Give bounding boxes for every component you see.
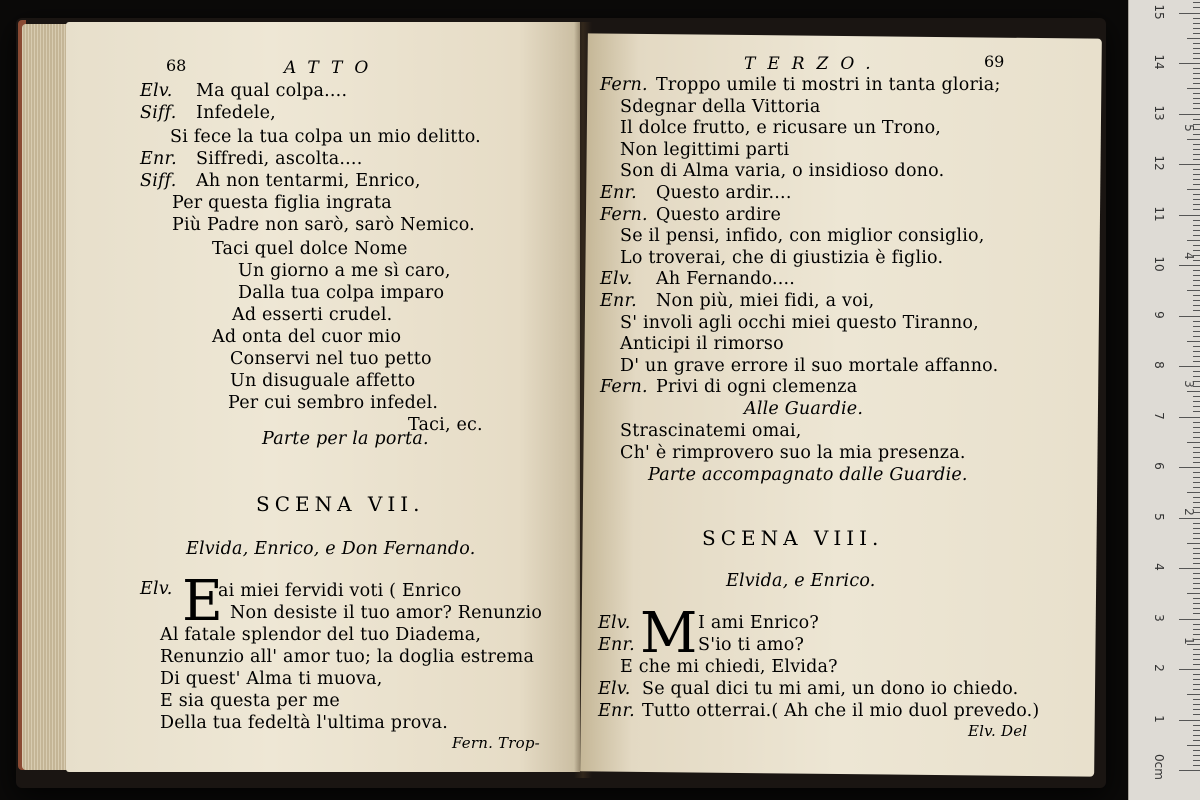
ruler-tick bbox=[1193, 275, 1200, 276]
dialogue-line: Un disuguale affetto bbox=[230, 371, 416, 391]
ruler-tick bbox=[1179, 417, 1200, 418]
right-aside: Alle Guardie. bbox=[744, 399, 864, 419]
ruler-tick bbox=[1193, 538, 1200, 539]
ruler-cm-label: 6 bbox=[1152, 462, 1166, 470]
ruler-tick bbox=[1193, 305, 1200, 306]
dialogue-line: Se qual dici tu mi ami, un dono io chiedo. bbox=[642, 679, 1019, 699]
right-running-head: TERZO. bbox=[744, 54, 883, 74]
right-scene-characters: Elvida, e Enrico. bbox=[726, 571, 876, 591]
ruler-tick bbox=[1193, 194, 1200, 195]
ruler-tick bbox=[1193, 674, 1200, 675]
ruler-tick bbox=[1193, 209, 1200, 210]
ruler-tick bbox=[1193, 68, 1200, 69]
ruler-tick bbox=[1193, 760, 1200, 761]
ruler-tick bbox=[1193, 326, 1200, 327]
dialogue-line: Infedele, bbox=[196, 103, 276, 123]
ruler-tick bbox=[1187, 543, 1200, 544]
ruler-tick bbox=[1187, 290, 1200, 291]
ruler-tick bbox=[1193, 346, 1200, 347]
dialogue-line: Renunzio all' amor tuo; la doglia estrema bbox=[160, 647, 535, 667]
ruler-tick bbox=[1193, 730, 1200, 731]
ruler-tick bbox=[1179, 770, 1200, 771]
ruler-tick bbox=[1193, 103, 1200, 104]
ruler-tick bbox=[1193, 98, 1200, 99]
ruler-tick bbox=[1179, 669, 1200, 670]
ruler-tick bbox=[1193, 735, 1200, 736]
left-scene-title: SCENA VII. bbox=[256, 492, 425, 516]
dialogue-line: Siffredi, ascolta.... bbox=[196, 149, 363, 169]
ruler-cm-label: 2 bbox=[1152, 664, 1166, 672]
dialogue-line: D' un grave errore il suo mortale affanno. bbox=[620, 355, 999, 376]
ruler-tick bbox=[1193, 361, 1200, 362]
ruler-tick bbox=[1193, 406, 1200, 407]
ruler-tick bbox=[1193, 553, 1200, 554]
ruler-tick bbox=[1193, 684, 1200, 685]
dialogue-line: E sia questa per me bbox=[160, 691, 340, 711]
ruler-tick bbox=[1193, 2, 1200, 3]
ruler-tick bbox=[1193, 750, 1200, 751]
ruler-tick bbox=[1193, 487, 1200, 488]
dialogue-line: Ch' è rimprovero suo la mia presenza. bbox=[620, 443, 966, 463]
ruler-cm-label: 11 bbox=[1152, 205, 1166, 222]
ruler-tick bbox=[1187, 442, 1200, 443]
ruler-tick bbox=[1187, 88, 1200, 89]
ruler-tick bbox=[1193, 533, 1200, 534]
dialogue-line: Ah Fernando.... bbox=[656, 269, 796, 290]
ruler-tick bbox=[1193, 573, 1200, 574]
ruler-tick bbox=[1193, 23, 1200, 24]
ruler-tick bbox=[1193, 58, 1200, 59]
ruler-tick bbox=[1193, 583, 1200, 584]
speaker-label: Siff. bbox=[140, 171, 177, 191]
dialogue-line: Ah non tentarmi, Enrico, bbox=[196, 171, 421, 191]
ruler-tick bbox=[1193, 578, 1200, 579]
dialogue-line: Per cui sembro infedel. bbox=[228, 393, 439, 413]
ruler-tick bbox=[1193, 401, 1200, 402]
ruler-tick bbox=[1193, 199, 1200, 200]
ruler-tick bbox=[1193, 765, 1200, 766]
ruler-tick bbox=[1193, 523, 1200, 524]
dialogue-line: Strascinatemi omai, bbox=[620, 421, 802, 441]
ruler-tick bbox=[1193, 689, 1200, 690]
ruler-tick bbox=[1193, 356, 1200, 357]
ruler-tick bbox=[1179, 164, 1200, 165]
ruler-tick bbox=[1193, 53, 1200, 54]
dialogue-line: E che mi chiedi, Elvida? bbox=[620, 657, 838, 677]
dialogue-line: Ad esserti crudel. bbox=[232, 305, 393, 325]
ruler-tick bbox=[1193, 740, 1200, 741]
ruler-inch-label: 1 bbox=[1182, 636, 1196, 645]
ruler-cm-label: 15 bbox=[1152, 3, 1166, 20]
ruler-tick bbox=[1193, 603, 1200, 604]
right-dropcap: M bbox=[640, 601, 698, 666]
ruler-tick bbox=[1193, 679, 1200, 680]
measuring-ruler bbox=[1128, 0, 1200, 800]
ruler-tick bbox=[1193, 472, 1200, 473]
dialogue-line: Conservi nel tuo petto bbox=[230, 349, 432, 369]
dialogue-line: Son di Alma varia, o insidioso dono. bbox=[620, 161, 945, 182]
ruler-tick bbox=[1193, 396, 1200, 397]
speaker-label: Elv. bbox=[598, 613, 631, 633]
ruler-tick bbox=[1193, 452, 1200, 453]
ruler-cm-label: 5 bbox=[1152, 512, 1166, 521]
ruler-tick bbox=[1193, 548, 1200, 549]
ruler-tick bbox=[1179, 720, 1200, 721]
dialogue-line: Anticipi il rimorso bbox=[620, 334, 784, 355]
ruler-cm-label: 12 bbox=[1152, 155, 1166, 171]
ruler-tick bbox=[1193, 295, 1200, 296]
ruler-tick bbox=[1193, 169, 1200, 170]
left-dropcap-speaker: Elv. bbox=[140, 579, 173, 599]
ruler-tick bbox=[1193, 33, 1200, 34]
ruler-tick bbox=[1179, 568, 1200, 569]
ruler-tick bbox=[1179, 366, 1200, 367]
speaker-label: Elv. bbox=[598, 679, 631, 699]
ruler-tick bbox=[1193, 321, 1200, 322]
ruler-tick bbox=[1187, 38, 1200, 39]
ruler-cm-label: 1 bbox=[1152, 714, 1166, 723]
ruler-tick bbox=[1193, 83, 1200, 84]
ruler-tick bbox=[1187, 240, 1200, 241]
dialogue-line: Un giorno a me sì caro, bbox=[238, 261, 451, 281]
left-dropcap: E bbox=[182, 569, 223, 634]
dialogue-line: Questo ardir.... bbox=[656, 183, 792, 203]
dialogue-line: Si fece la tua colpa un mio delitto. bbox=[170, 127, 481, 147]
ruler-tick bbox=[1187, 139, 1200, 140]
ruler-tick bbox=[1193, 411, 1200, 412]
left-scene-characters: Elvida, Enrico, e Don Fernando. bbox=[186, 539, 476, 559]
ruler-tick bbox=[1193, 7, 1200, 8]
ruler-inch-label: 3 bbox=[1182, 380, 1196, 388]
ruler-tick bbox=[1193, 78, 1200, 79]
ruler-tick bbox=[1193, 659, 1200, 660]
ruler-cm-label: 9 bbox=[1152, 310, 1166, 319]
ruler-tick bbox=[1193, 230, 1200, 231]
ruler-tick bbox=[1193, 93, 1200, 94]
speaker-label: Fern. bbox=[600, 204, 648, 225]
dialogue-line: Taci, ec. bbox=[408, 415, 483, 435]
ruler-tick bbox=[1193, 336, 1200, 337]
ruler-tick bbox=[1193, 725, 1200, 726]
ruler-tick bbox=[1193, 624, 1200, 625]
dialogue-line: Tutto otterrai.( Ah che il mio duol prevedo.) bbox=[642, 701, 1040, 721]
ruler-tick bbox=[1193, 28, 1200, 29]
dialogue-line: Sdegnar della Vittoria bbox=[620, 96, 821, 117]
dialogue-line: Della tua fedeltà l'ultima prova. bbox=[160, 713, 448, 733]
ruler-inch-label: 4 bbox=[1182, 252, 1196, 260]
ruler-tick bbox=[1193, 598, 1200, 599]
speaker-label: Elv. bbox=[600, 269, 633, 290]
ruler-tick bbox=[1193, 432, 1200, 433]
dialogue-line: I ami Enrico? bbox=[698, 613, 819, 633]
dialogue-line: Non legittimi parti bbox=[620, 139, 790, 160]
ruler-unit-label: 0cm bbox=[1152, 754, 1166, 780]
dialogue-line: Al fatale splendor del tuo Diadema, bbox=[160, 625, 482, 645]
ruler-tick bbox=[1193, 457, 1200, 458]
dialogue-line: Lo troverai, che di giustizia è figlio. bbox=[620, 247, 944, 268]
ruler-tick bbox=[1187, 189, 1200, 190]
left-page-number: 68 bbox=[166, 56, 187, 75]
ruler-tick bbox=[1179, 467, 1200, 468]
ruler-cm-label: 13 bbox=[1152, 104, 1166, 121]
ruler-tick bbox=[1193, 174, 1200, 175]
ruler-tick bbox=[1193, 48, 1200, 49]
dialogue-line: Più Padre non sarò, sarò Nemico. bbox=[172, 215, 475, 235]
ruler-tick bbox=[1187, 593, 1200, 594]
ruler-tick bbox=[1193, 149, 1200, 150]
ruler-tick bbox=[1179, 215, 1200, 216]
ruler-tick bbox=[1193, 18, 1200, 19]
ruler-tick bbox=[1179, 13, 1200, 14]
ruler-tick bbox=[1193, 73, 1200, 74]
ruler-tick bbox=[1193, 482, 1200, 483]
dialogue-line: Di quest' Alma ti muova, bbox=[160, 669, 383, 689]
dialogue-line: Privi di ogni clemenza bbox=[656, 377, 858, 398]
ruler-cm-label: 4 bbox=[1152, 563, 1166, 571]
ruler-tick bbox=[1193, 528, 1200, 529]
ruler-tick bbox=[1193, 437, 1200, 438]
ruler-cm-label: 10 bbox=[1152, 256, 1166, 272]
ruler-cm-label: 8 bbox=[1152, 361, 1166, 369]
ruler-tick bbox=[1193, 755, 1200, 756]
dialogue-line: Non più, miei fidi, a voi, bbox=[656, 291, 875, 311]
dialogue-line: S' involi agli occhi miei questo Tiranno, bbox=[620, 312, 979, 333]
ruler-tick bbox=[1187, 341, 1200, 342]
ruler-tick bbox=[1193, 654, 1200, 655]
ruler-tick bbox=[1193, 184, 1200, 185]
ruler-tick bbox=[1193, 331, 1200, 332]
dialogue-line: Dalla tua colpa imparo bbox=[238, 283, 445, 303]
ruler-tick bbox=[1179, 114, 1200, 115]
ruler-tick bbox=[1193, 558, 1200, 559]
speaker-label: Fern. bbox=[600, 75, 648, 95]
ruler-tick bbox=[1193, 699, 1200, 700]
speaker-label: Elv. bbox=[140, 81, 173, 101]
ruler-tick bbox=[1193, 462, 1200, 463]
ruler-tick bbox=[1193, 613, 1200, 614]
speaker-label: Enr. bbox=[140, 149, 177, 169]
right-stage-direction: Parte accompagnato dalle Guardie. bbox=[648, 465, 968, 485]
ruler-tick bbox=[1193, 144, 1200, 145]
ruler-tick bbox=[1193, 447, 1200, 448]
dialogue-line: Non desiste il tuo amor? Renunzio bbox=[230, 603, 543, 623]
right-scene-title: SCENA VIII. bbox=[702, 526, 884, 550]
ruler-tick bbox=[1193, 285, 1200, 286]
ruler-tick bbox=[1193, 108, 1200, 109]
speaker-label: Enr. bbox=[598, 635, 635, 655]
ruler-cm-label: 3 bbox=[1152, 613, 1166, 622]
left-catchword: Fern. Trop- bbox=[452, 734, 540, 752]
ruler-tick bbox=[1193, 280, 1200, 281]
ruler-tick bbox=[1193, 43, 1200, 44]
dialogue-line: Ma qual colpa.... bbox=[196, 81, 348, 101]
dialogue-line: Se il pensi, infido, con miglior consiglio, bbox=[620, 226, 985, 247]
speaker-label: Siff. bbox=[140, 103, 177, 123]
speaker-label: Enr. bbox=[600, 183, 637, 203]
ruler-tick bbox=[1193, 608, 1200, 609]
dialogue-line: Ad onta del cuor mio bbox=[212, 327, 402, 347]
dialogue-line: Il dolce frutto, e ricusare un Trono, bbox=[620, 118, 942, 139]
ruler-tick bbox=[1193, 563, 1200, 564]
ruler-tick bbox=[1193, 497, 1200, 498]
speaker-label: Enr. bbox=[598, 701, 635, 721]
dialogue-line: ai miei fervidi voti ( Enrico bbox=[218, 581, 462, 601]
ruler-tick bbox=[1193, 704, 1200, 705]
ruler-tick bbox=[1193, 310, 1200, 311]
ruler-tick bbox=[1193, 225, 1200, 226]
speaker-label: Fern. bbox=[600, 377, 648, 398]
left-stage-direction: Parte per la porta. bbox=[262, 429, 429, 449]
ruler-inch-label: 2 bbox=[1182, 508, 1196, 517]
ruler-tick bbox=[1193, 664, 1200, 665]
ruler-tick bbox=[1193, 714, 1200, 715]
ruler-tick bbox=[1193, 351, 1200, 352]
ruler-tick bbox=[1193, 629, 1200, 630]
left-running-head: ATTO bbox=[284, 58, 381, 78]
ruler-cm-label: 14 bbox=[1152, 54, 1166, 70]
ruler-tick bbox=[1193, 588, 1200, 589]
ruler-tick bbox=[1193, 270, 1200, 271]
ruler-tick bbox=[1193, 300, 1200, 301]
ruler-tick bbox=[1187, 694, 1200, 695]
ruler-tick bbox=[1193, 477, 1200, 478]
ruler-tick bbox=[1187, 745, 1200, 746]
dialogue-line: Questo ardire bbox=[656, 204, 782, 225]
dialogue-line: Troppo umile ti mostri in tanta gloria; bbox=[656, 75, 1001, 95]
ruler-inch-label: 5 bbox=[1182, 123, 1196, 132]
ruler-cm-label: 7 bbox=[1152, 411, 1166, 420]
ruler-tick bbox=[1179, 316, 1200, 317]
ruler-tick bbox=[1193, 179, 1200, 180]
ruler-tick bbox=[1193, 235, 1200, 236]
ruler-tick bbox=[1193, 220, 1200, 221]
ruler-tick bbox=[1193, 422, 1200, 423]
right-catchword: Elv. Del bbox=[968, 722, 1028, 740]
ruler-tick bbox=[1193, 159, 1200, 160]
dialogue-line: S'io ti amo? bbox=[698, 635, 805, 655]
ruler-tick bbox=[1193, 204, 1200, 205]
ruler-tick bbox=[1179, 63, 1200, 64]
ruler-tick bbox=[1193, 427, 1200, 428]
dialogue-line: Per questa figlia ingrata bbox=[172, 193, 392, 213]
ruler-tick bbox=[1179, 619, 1200, 620]
ruler-tick bbox=[1193, 709, 1200, 710]
right-page-number: 69 bbox=[984, 52, 1005, 71]
speaker-label: Enr. bbox=[600, 291, 637, 311]
ruler-tick bbox=[1187, 492, 1200, 493]
ruler-tick bbox=[1193, 371, 1200, 372]
ruler-tick bbox=[1193, 154, 1200, 155]
dialogue-line: Taci quel dolce Nome bbox=[212, 239, 408, 259]
